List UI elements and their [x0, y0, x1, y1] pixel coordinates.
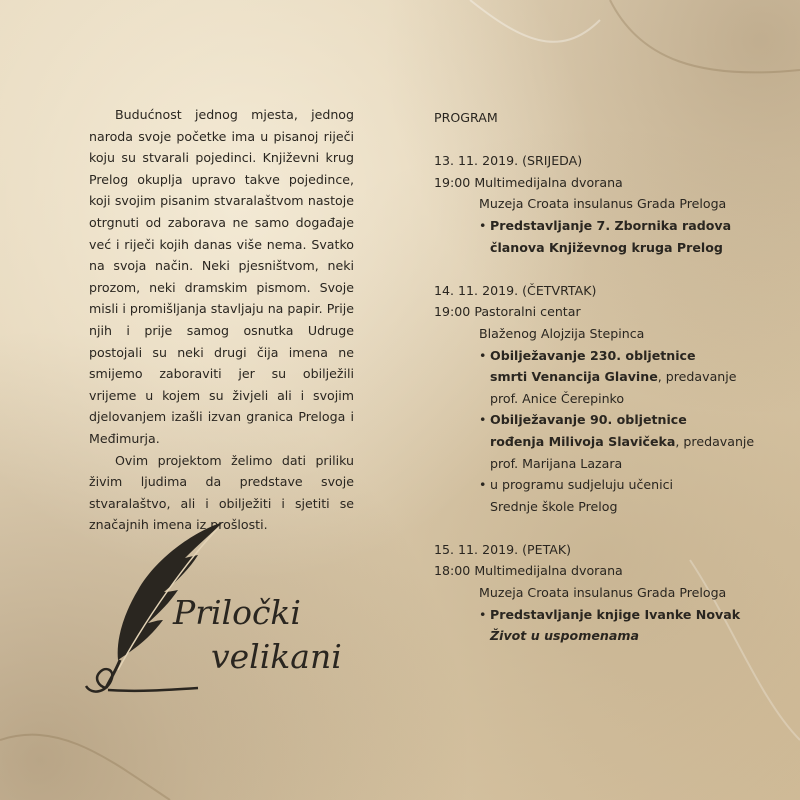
- day-date: 13. 11. 2019. (SRIJEDA): [434, 153, 583, 169]
- venue-line-2: Blaženog Alojzija Stepinca: [479, 325, 645, 341]
- venue-line-1: Multimedijalna dvorana: [474, 174, 623, 190]
- program-title: PROGRAM: [434, 110, 498, 125]
- intro-paragraph-2: Ovim projektom želimo dati priliku živim ljudima da predstave svoje stvaralaštvo, ali i obilježiti i sjetiti se značajnih imena iz prošlosti.: [89, 452, 354, 533]
- day-time-venue: [434, 301, 784, 323]
- item-title-line-2: rođenja Milivoja Slavičeka: [490, 433, 676, 449]
- day-time: 19:00: [434, 174, 471, 190]
- bullet-icon: •: [479, 477, 487, 493]
- day-time: 18:00: [434, 563, 471, 579]
- day-time: 19:00: [434, 304, 471, 320]
- prilocki-velikani-logo: [78, 520, 368, 710]
- item-title-line-1: Predstavljanje knjige Ivanke Novak: [490, 606, 741, 622]
- item-line-1: u programu sudjeluju učenici: [490, 477, 674, 493]
- book-title: Život u uspomenama: [490, 628, 639, 644]
- item-title-line-2: članova Književnog kruga Prelog: [490, 239, 723, 255]
- program-item: [434, 345, 784, 410]
- program-item: [434, 409, 784, 474]
- item-line-2: Srednje škole Prelog: [490, 498, 618, 514]
- bullet-icon: •: [479, 606, 487, 622]
- venue-line-1: Pastoralni centar: [474, 304, 581, 320]
- intro-text: [89, 104, 354, 536]
- item-title-line-2: smrti Venancija Glavine: [490, 369, 658, 385]
- venue-line-2: Muzeja Croata insulanus Grada Preloga: [479, 196, 727, 212]
- logo-line-2: velikani: [211, 637, 342, 676]
- program-item: [434, 604, 784, 647]
- item-title-line-1: Obilježavanje 90. obljetnice: [490, 412, 687, 428]
- program-day: [434, 280, 784, 518]
- item-title-line-1: Obilježavanje 230. obljetnice: [490, 347, 696, 363]
- program-item: [434, 215, 784, 258]
- venue-line-2: Muzeja Croata insulanus Grada Preloga: [479, 585, 727, 601]
- day-time-venue: [434, 560, 784, 582]
- logo-line-1: Priločki: [173, 593, 301, 632]
- program-day: [434, 539, 784, 647]
- day-time-venue: [434, 172, 784, 194]
- day-date: 15. 11. 2019. (PETAK): [434, 541, 572, 557]
- bullet-icon: •: [479, 217, 487, 233]
- bullet-icon: •: [479, 347, 487, 363]
- venue-line-1: Multimedijalna dvorana: [474, 563, 623, 579]
- item-lecturer: prof. Marijana Lazara: [490, 455, 623, 471]
- intro-paragraph-1: Budućnost jednog mjesta, jednog naroda svoje početke ima u pisanoj riječi koju su stvarali pojedinci. Književni krug Prelog okuplja upravo takve pojedince, koji svojim pisanim stvaralaštvom nastoje otrgnuti od zaborava ne samo događaje već i riječi kojih danas više nema. Svatko na svoja način. Neki pjesništvom, neki prozom, neki dramskim pismom. Svoje misli i promišljanja stavljaju na papir. Prije njih i prije samog osnutka Udruge postojali su neki drugi čija imena ne smijemo zaboraviti jer su obilježili vrijeme u kojem su živjeli ali i svojim djelovanjem izašli izvan granica Preloga i Međimurja.: [89, 107, 354, 446]
- day-date: 14. 11. 2019. (ČETVRTAK): [434, 282, 597, 298]
- item-rest: , predavanje: [675, 433, 755, 449]
- program-day: [434, 150, 784, 258]
- item-title-line-1: Predstavljanje 7. Zbornika radova: [490, 217, 732, 233]
- program-column: [434, 107, 784, 668]
- program-item: [434, 474, 784, 517]
- bullet-icon: •: [479, 412, 487, 428]
- item-lecturer: prof. Anice Čerepinko: [490, 390, 625, 406]
- item-rest: , predavanje: [657, 369, 737, 385]
